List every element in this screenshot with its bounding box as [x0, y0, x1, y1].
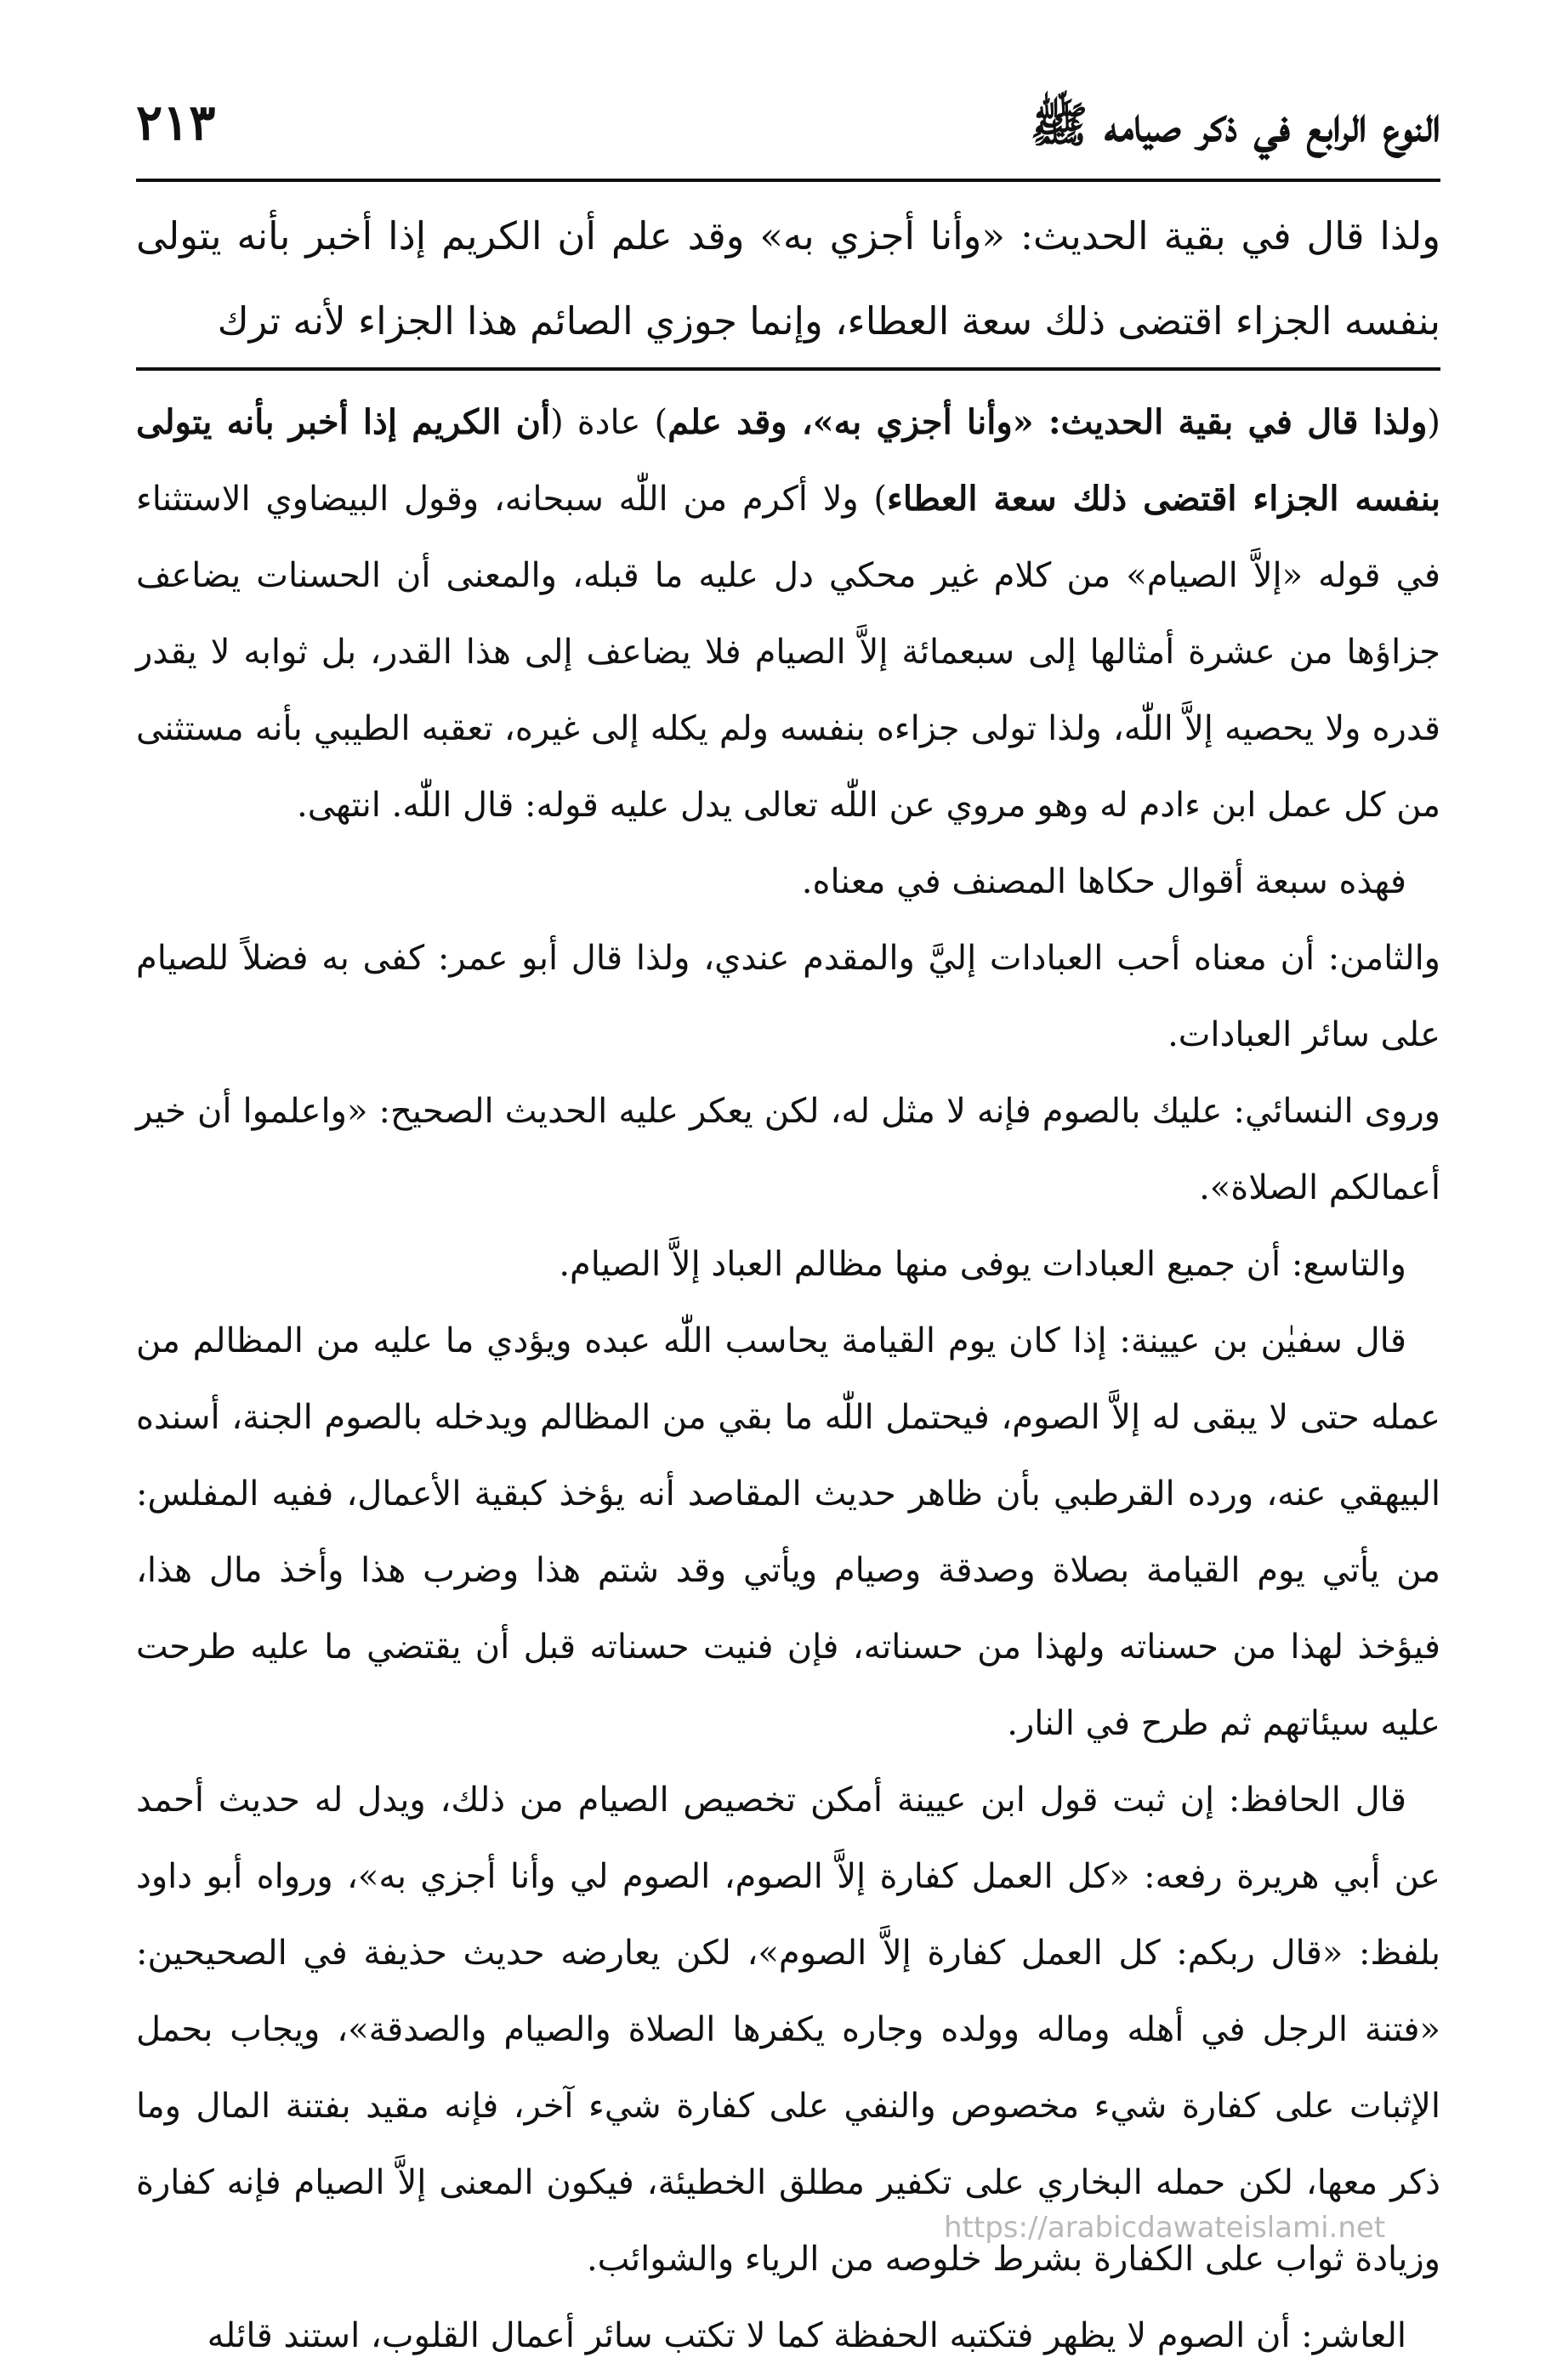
page-number: ٢١٣	[136, 94, 216, 151]
commentary-paragraph-1	[136, 384, 1440, 843]
main-text	[136, 194, 1440, 364]
commentary-paragraph-2: فهذه سبعة أقوال حكاها المصنف في معناه.	[801, 862, 1406, 901]
main-text-body: ولذا قال في بقية الحديث: «وأنا أجزي به» وقد علم أن الكريم إذا أخبر بأنه يتولى بنفسه الجزاء اقتضى ذلك سعة العطاء، وإنما جوزي الصائم هذا الجزاء لأنه ترك	[136, 213, 1440, 344]
commentary-text-1: ) عادة (	[550, 403, 668, 442]
quoted-text-bold-2: أن الكريم إذا أخبر بأنه يتولى بنفسه الجزاء اقتضى ذلك سعة العطاء	[136, 402, 1440, 519]
commentary-paragraph-7: قال الحافظ: إن ثبت قول ابن عيينة أمكن تخصيص الصيام من ذلك، ويدل له حديث أحمد عن أبي هريرة رفعه: «كل العمل كفارة إلاَّ الصوم، الصوم لي وأنا أجزي به»، ورواه أبو داود بلفظ: «قال ربكم: كل العمل كفارة إلاَّ الصوم»، لكن يعارضه حديث حذيفة في الصحيحين: «فتنة الرجل في أهله وماله وولده وجاره يكفرها الصلاة والصيام والصدقة»، ويجاب بحمل الإثبات على كفارة شيء مخصوص والنفي على كفارة شيء آخر، فإنه مقيد بفتنة المال وما ذكر معها، لكن حمله البخاري على تكفير مطلق الخطيئة، فيكون المعنى إلاَّ الصيام فإنه كفارة وزيادة ثواب على الكفارة بشرط خلوصه من الرياء والشوائب.	[136, 1780, 1440, 2279]
watermark-url: https://arabicdawateislami.net	[944, 2211, 1386, 2245]
commentary-paragraph-6: قال سفيٰن بن عيينة: إذا كان يوم القيامة يحاسب اللّٰه عبده ويؤدي ما عليه من المظالم من عمله حتى لا يبقى له إلاَّ الصوم، فيحتمل اللّٰه ما بقي من المظالم ويدخله بالصوم الجنة، أسنده البيهقي عنه، ورده القرطبي بأن ظاهر حديث المقاصد أنه يؤخذ كبقية الأعمال، ففيه المفلس: من يأتي يوم القيامة بصلاة وصدقة وصيام ويأتي وقد شتم هذا وضرب هذا وأخذ مال هذا، فيؤخذ لهذا من حسناته ولهذا من حسناته، فإن فنيت حسناته قبل أن يقتضي ما عليه طرحت عليه سيئاتهم ثم طرح في النار.	[136, 1321, 1441, 1743]
commentary-paragraph-4: وروى النسائي: عليك بالصوم فإنه لا مثل له، لكن يعكر عليه الحديث الصحيح: «واعلموا أن خير أعمالكم الصلاة».	[136, 1092, 1440, 1207]
page-header	[136, 81, 1440, 174]
header-divider	[136, 179, 1440, 182]
commentary-text-2: ) ولا أكرم من اللّٰه سبحانه، وقول البيضاوي الاستثناء في قوله «إلاَّ الصيام» من كلام غير محكي دل عليه ما قبله، والمعنى أن الحسنات يضاعف جزاؤها من عشرة أمثالها إلى سبعمائة إلاَّ الصيام فلا يضاعف إلى هذا القدر، بل ثوابه لا يقدر قدره ولا يحصيه إلاَّ اللّٰه، ولذا تولى جزاءه بنفسه ولم يكله إلى غيره، تعقبه الطيبي بأنه مستثنى من كل عمل ابن ءادم له وهو مروي عن اللّٰه تعالى يدل عليه قوله: قال اللّٰه. انتهى.	[136, 480, 1441, 825]
open-paren: (	[1427, 403, 1440, 442]
text-commentary-divider	[136, 367, 1440, 371]
commentary-paragraph-8: العاشر: أن الصوم لا يظهر فتكتبه الحفظة كما لا تكتب سائر أعمال القلوب، استند قائله	[207, 2316, 1406, 2355]
quoted-text-bold-1: ولذا قال في بقية الحديث: «وأنا أجزي به»، وقد علم	[668, 402, 1428, 442]
running-title: النوع الرابع في ذكر صيامه ﷺ	[1030, 97, 1440, 153]
commentary-paragraph-3: والثامن: أن معناه أحب العبادات إليَّ والمقدم عندي، ولذا قال أبو عمر: كفى به فضلاً للصيام على سائر العبادات.	[136, 939, 1440, 1054]
commentary-paragraph-5: والتاسع: أن جميع العبادات يوفى منها مظالم العباد إلاَّ الصيام.	[559, 1245, 1406, 1284]
commentary	[136, 384, 1440, 2374]
